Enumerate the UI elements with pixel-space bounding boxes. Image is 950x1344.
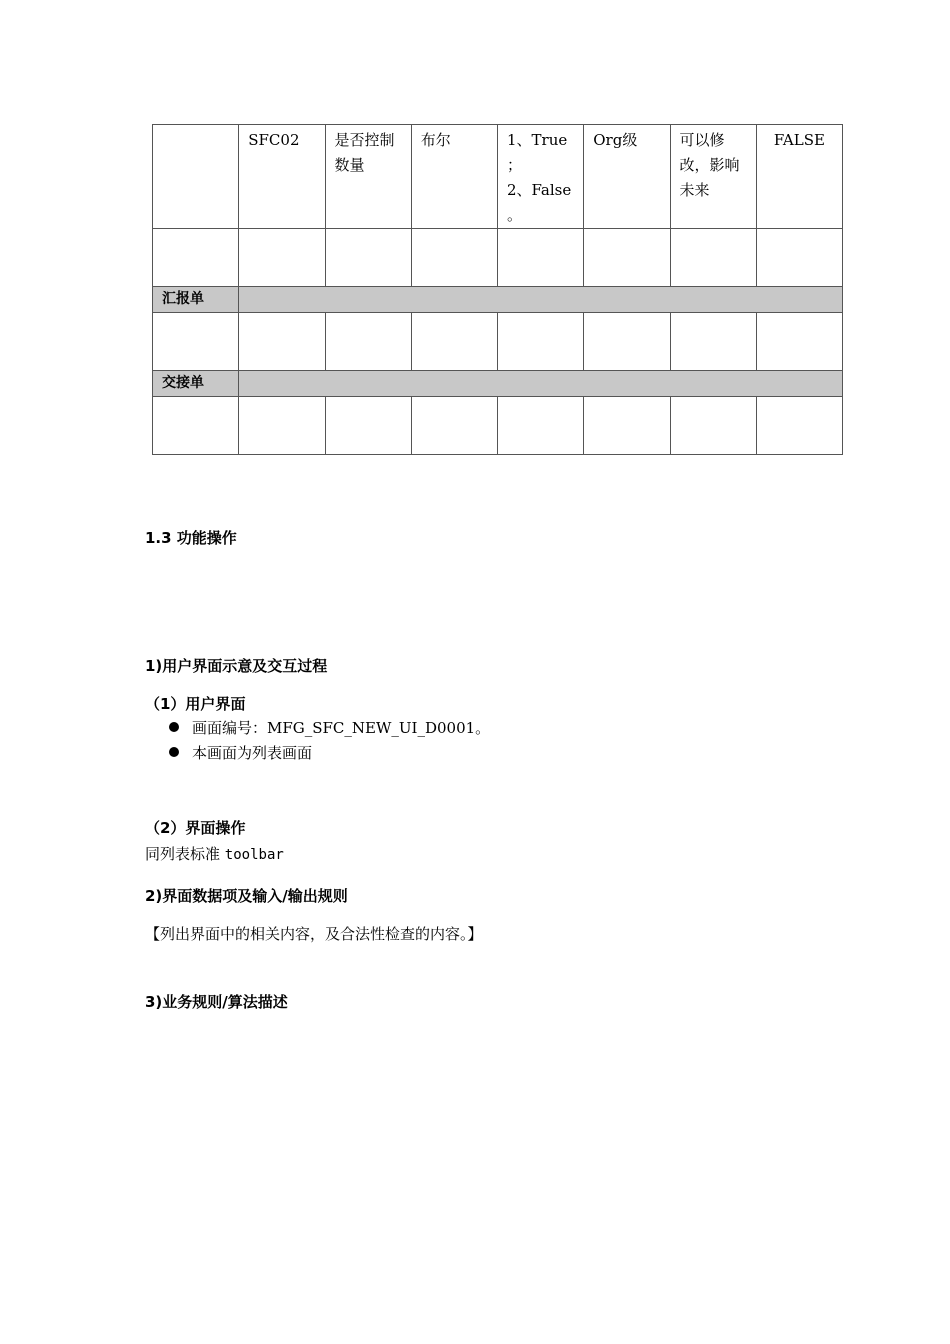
config-table — [152, 124, 843, 455]
value-line: 2、False — [507, 181, 572, 199]
bullet-icon — [169, 722, 179, 732]
section-label: 交接单 — [153, 371, 239, 397]
data-rules-note: 【列出界面中的相关内容，及合法性检查的内容。】 — [145, 925, 483, 943]
param-code-cell: SFC02 — [239, 125, 325, 229]
section-row-handover — [153, 371, 843, 397]
ops-code: toolbar — [224, 847, 284, 863]
param-type-cell: 布尔 — [411, 125, 497, 229]
list-item — [169, 717, 490, 738]
table-row — [153, 125, 843, 229]
section-label: 汇报单 — [153, 287, 239, 313]
list-item-text: 本画面为列表画面 — [192, 744, 313, 762]
section-heading-function-ops: 1.3 功能操作 — [145, 529, 237, 547]
param-name-cell: 是否控制数量 — [325, 125, 411, 229]
ops-description — [145, 843, 284, 864]
subheading-ui-operations: （2）界面操作 — [145, 819, 246, 837]
value-line: 。 — [507, 206, 523, 224]
table-cell — [153, 125, 239, 229]
param-default-cell: FALSE — [756, 125, 842, 229]
param-values-cell — [498, 125, 584, 229]
heading-ui-interaction: 1)用户界面示意及交互过程 — [145, 657, 328, 675]
table-row — [153, 313, 843, 371]
section-row-report — [153, 287, 843, 313]
value-line: 1、True — [507, 131, 568, 149]
param-level-cell: Org级 — [584, 125, 670, 229]
list-item — [169, 742, 312, 763]
heading-data-rules: 2)界面数据项及输入/输出规则 — [145, 887, 348, 905]
bullet-icon — [169, 747, 179, 757]
list-item-text: 画面编号：MFG_SFC_NEW_UI_D0001。 — [192, 719, 491, 737]
param-modify-cell: 可以修改，影响未来 — [670, 125, 756, 229]
table-row — [153, 229, 843, 287]
ops-text: 同列表标准 — [145, 845, 221, 863]
subheading-user-interface: （1）用户界面 — [145, 695, 246, 713]
value-line: ； — [507, 156, 523, 174]
heading-business-rules: 3)业务规则/算法描述 — [145, 993, 288, 1011]
table-row — [153, 397, 843, 455]
